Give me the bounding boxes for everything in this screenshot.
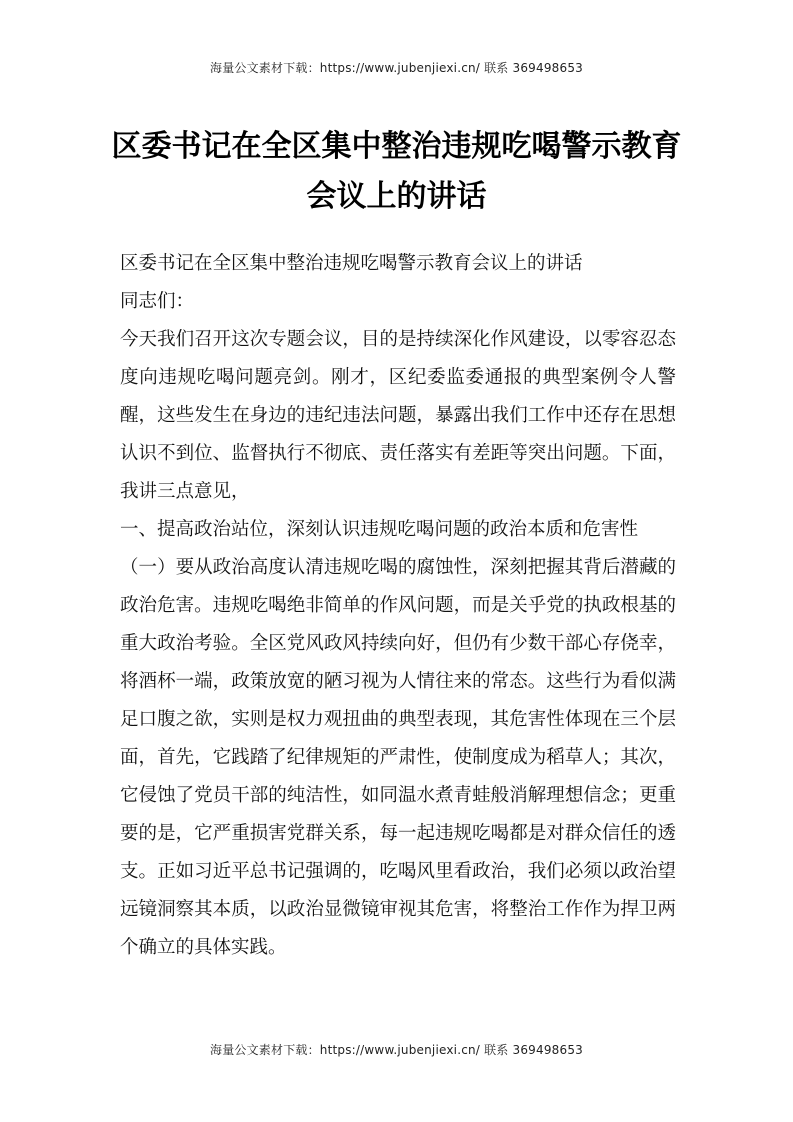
body-paragraph-title-repeat: 区委书记在全区集中整治违规吃喝警示教育会议上的讲话 bbox=[120, 253, 583, 274]
document-title: 区委书记在全区集中整治违规吃喝警示教育会议上的讲话 bbox=[111, 129, 682, 214]
body-paragraph-section-1-1: （一）要从政治高度认清违规吃喝的腐蚀性，深刻把握其背后潜藏的政治危害。违规吃喝绝非简单的作风问题，而是关乎党的执政根基的重大政治考验。全区党风政风持续向好，但仍有少数干部心存侥幸，将酒杯一端，政策放宽的陋习视为人情往来的常态。这些行为看似满足口腹之欲，实则是权力观扭曲的典型表现，其危害性体现在三个层面，首先，它践踏了纪律规矩的严肃性，使制度成为稻草人；其次，它侵蚀了党员干部的纯洁性，如同温水煮青蛙般消解理想信念；更重要的是，它严重损害党群关系，每一起违规吃喝都是对群众信任的透支。正如习近平总书记强调的，吃喝风里看政治，我们必须以政治望远镜洞察其本质，以政治显微镜审视其危害，将整治工作作为捍卫两个确立的具体实践。 bbox=[120, 557, 676, 958]
body-paragraph-intro: 今天我们召开这次专题会议，目的是持续深化作风建设，以零容忍态度向违规吃喝问题亮剑。刚才，区纪委监委通报的典型案例令人警醒，这些发生在身边的违纪违法问题，暴露出我们工作中还存在思想认识不到位、监督执行不彻底、责任落实有差距等突出问题。下面，我讲三点意见， bbox=[120, 329, 676, 502]
page-footer: 海量公文素材下载：https://www.jubenjiexi.cn/ 联系 369498653 bbox=[210, 1043, 583, 1057]
section-heading-1: 一、提高政治站位，深刻认识违规吃喝问题的政治本质和危害性 bbox=[120, 519, 639, 540]
page-header: 海量公文素材下载：https://www.jubenjiexi.cn/ 联系 369498653 bbox=[210, 61, 583, 75]
document-body bbox=[120, 245, 676, 967]
body-paragraph-salutation: 同志们： bbox=[120, 291, 195, 312]
